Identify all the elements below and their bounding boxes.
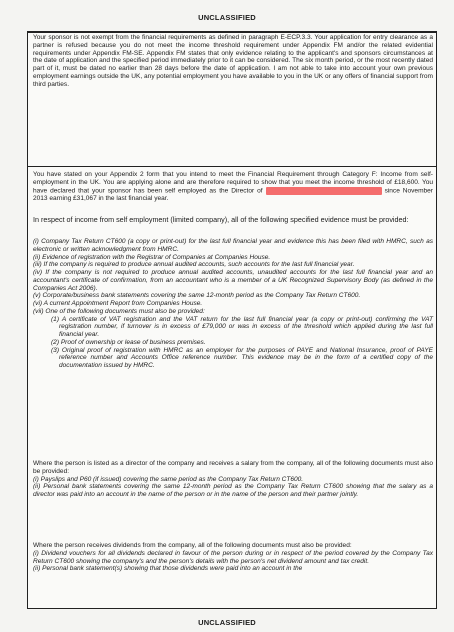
evidence-item: (iv) If the company is not required to produce annual audited accounts, unaudited accounts for the last full financial year and an accountant's certificate of confirmation, from an accountant who is a member of a UK Recognized Supervisory Body (as defined in the Companies Act 2006). xyxy=(33,269,433,292)
section-refusal-reason xyxy=(28,34,437,167)
evidence-list xyxy=(28,238,437,370)
redacted-company-name xyxy=(266,187,382,195)
evidence-subitem: (2) Proof of ownership or lease of business premises. xyxy=(51,338,206,346)
sponsor-earnings: since November 2013 earning £31,067 in the last financial year. xyxy=(33,187,433,202)
classification-footer: UNCLASSIFIED xyxy=(198,618,256,627)
evidence-intro: In respect of income from self employment (limited company), all of the following specified evidence must be provided: xyxy=(33,215,409,224)
evidence-subitem: (1) A certificate of VAT registration and the VAT return for the last full financial year (a copy or print-out) confirming the VAT registration number, if turnover is in excess of £79,000 or was in excess of the threshold which applied during the last full financial year. xyxy=(51,315,433,338)
sponsor-statement: You have stated on your Appendix 2 form that you intend to meet the Financial Requirement through Category F: Income from self-employment in the UK. You are applying alone and are therefore required to show that you meet the income threshold of £18,600. You have declared that your sponsor has been self employed as the Director of xyxy=(33,171,433,195)
refusal-paragraph: Your sponsor is not exempt from the financial requirements as defined in paragraph E-ECP.3.3. Your application for entry clearance as a partner is refused because you do not meet the income threshold requirement under Appendix FM and/or the related evidential requirements under Appendix FM-SE. Appendix FM states that only evidence relating to the applicant's and sponsors circumstances at the date of application and the specified period immediately prior to it can be considered. The six month period, or the most recently dated part of it, must be dated no earlier than 28 days before the date of application. I am not able to take into account your own previous employment earnings outside the UK, any potential employment you have available to you in the UK or any offers of financial support from third parties. xyxy=(33,34,433,88)
dividend-item: (i) Dividend vouchers for all dividends declared in favour of the person during or in respect of the period covered by the Company Tax Return CT600 showing the company's and the person's details with the person's net dividend amount and tax credit. xyxy=(33,549,433,565)
evidence-item: (v) Corporate/business bank statements covering the same 12-month period as the Company Tax Return CT600. xyxy=(33,292,361,300)
evidence-item: (iii) If the company is required to produce annual audited accounts, such accounts for the last full financial year. xyxy=(33,261,355,269)
director-item: (ii) Personal bank statements covering the same 12-month period as the Company Tax Return CT600 showing that the salary as a director was paid into an account in the name of the person or in the name of the person and their partner jointly. xyxy=(33,483,433,498)
dividend-item: (ii) Personal bank statement(s) showing that those dividends were paid into an account in the xyxy=(33,565,303,573)
evidence-item: (vi) A current Appointment Report from Companies House. xyxy=(33,300,203,307)
section-director-salary xyxy=(28,460,437,499)
financial-requirement-paragraph xyxy=(33,171,433,203)
section-financial-requirement xyxy=(28,171,437,203)
evidence-subitem: (3) Original proof of registration with HMRC as an employer for the purposes of PAYE and National Insurance, proof of PAYE reference number and Accounts Office reference number. This evidence may be in the form of a certified copy of the documentation issued by HMRC. xyxy=(51,346,433,369)
director-intro: Where the person is listed as a director of the company and receives a salary from the company, all of the following documents must also be provided: xyxy=(33,460,433,475)
divider-1 xyxy=(28,32,437,33)
classification-header: UNCLASSIFIED xyxy=(198,13,256,22)
evidence-item: (ii) Evidence of registration with the Registrar of Companies at Companies House. xyxy=(33,253,271,261)
evidence-item: (vii) One of the following documents must also be provided: xyxy=(33,307,205,315)
section-specified-evidence xyxy=(28,215,437,224)
section-dividends xyxy=(28,542,437,573)
dividend-intro: Where the person receives dividends from the company, all of the following documents must also be provided: xyxy=(33,542,352,549)
decision-letter-box xyxy=(27,31,437,609)
director-item: (i) Payslips and P60 (if issued) covering the same period as the Company Tax Return CT600. xyxy=(33,475,304,483)
evidence-item: (i) Company Tax Return CT600 (a copy or print-out) for the last full financial year and evidence this has been filed with HMRC, such as electronic or written acknowledgment from HMRC. xyxy=(33,238,433,253)
